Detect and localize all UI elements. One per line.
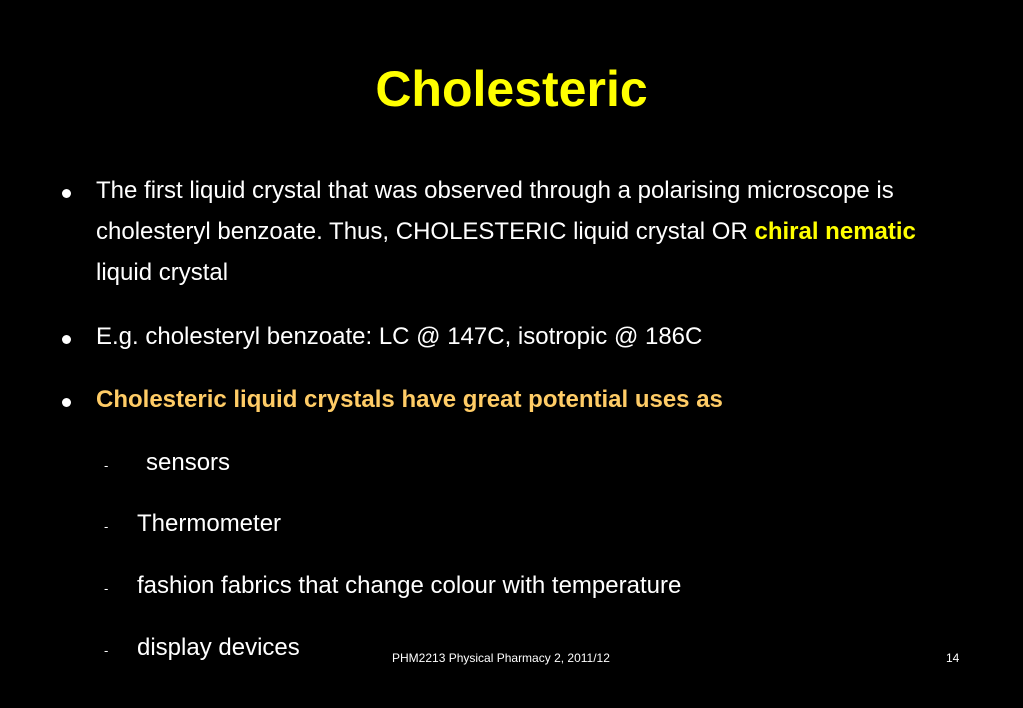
dash-marker: - [104,643,109,658]
bullet-text-part1: The first liquid crystal that was observed through a polarising microscope is cholesteryl benzoate. Thus, CHOLESTERIC liquid crystal OR [96,177,894,245]
footer-page-number: 14 [946,651,960,665]
dash-marker: - [104,458,109,473]
highlight-term: chiral nematic [754,218,916,245]
sub-item-text: sensors [146,449,231,476]
bullet-text [96,170,946,293]
footer-course: PHM2213 Physical Pharmacy 2, 2011/12 [392,651,610,665]
bullet-dot-icon [62,398,71,407]
bullet-dot-icon [62,189,71,198]
sub-item-text: display devices [137,634,300,661]
bullet-text-part2: liquid crystal [96,259,229,286]
sub-item-text: Thermometer [137,510,282,537]
sub-item-text: fashion fabrics that change colour with temperature [137,572,682,599]
bullet-text: E.g. cholesteryl benzoate: LC @ 147C, isotropic @ 186C [96,323,703,350]
bullet-text: Cholesteric liquid crystals have great potential uses as [96,386,723,413]
dash-marker: - [104,581,109,596]
bullet-dot-icon [62,335,71,344]
slide-title: Cholesteric [375,61,648,117]
dash-marker: - [104,519,109,534]
